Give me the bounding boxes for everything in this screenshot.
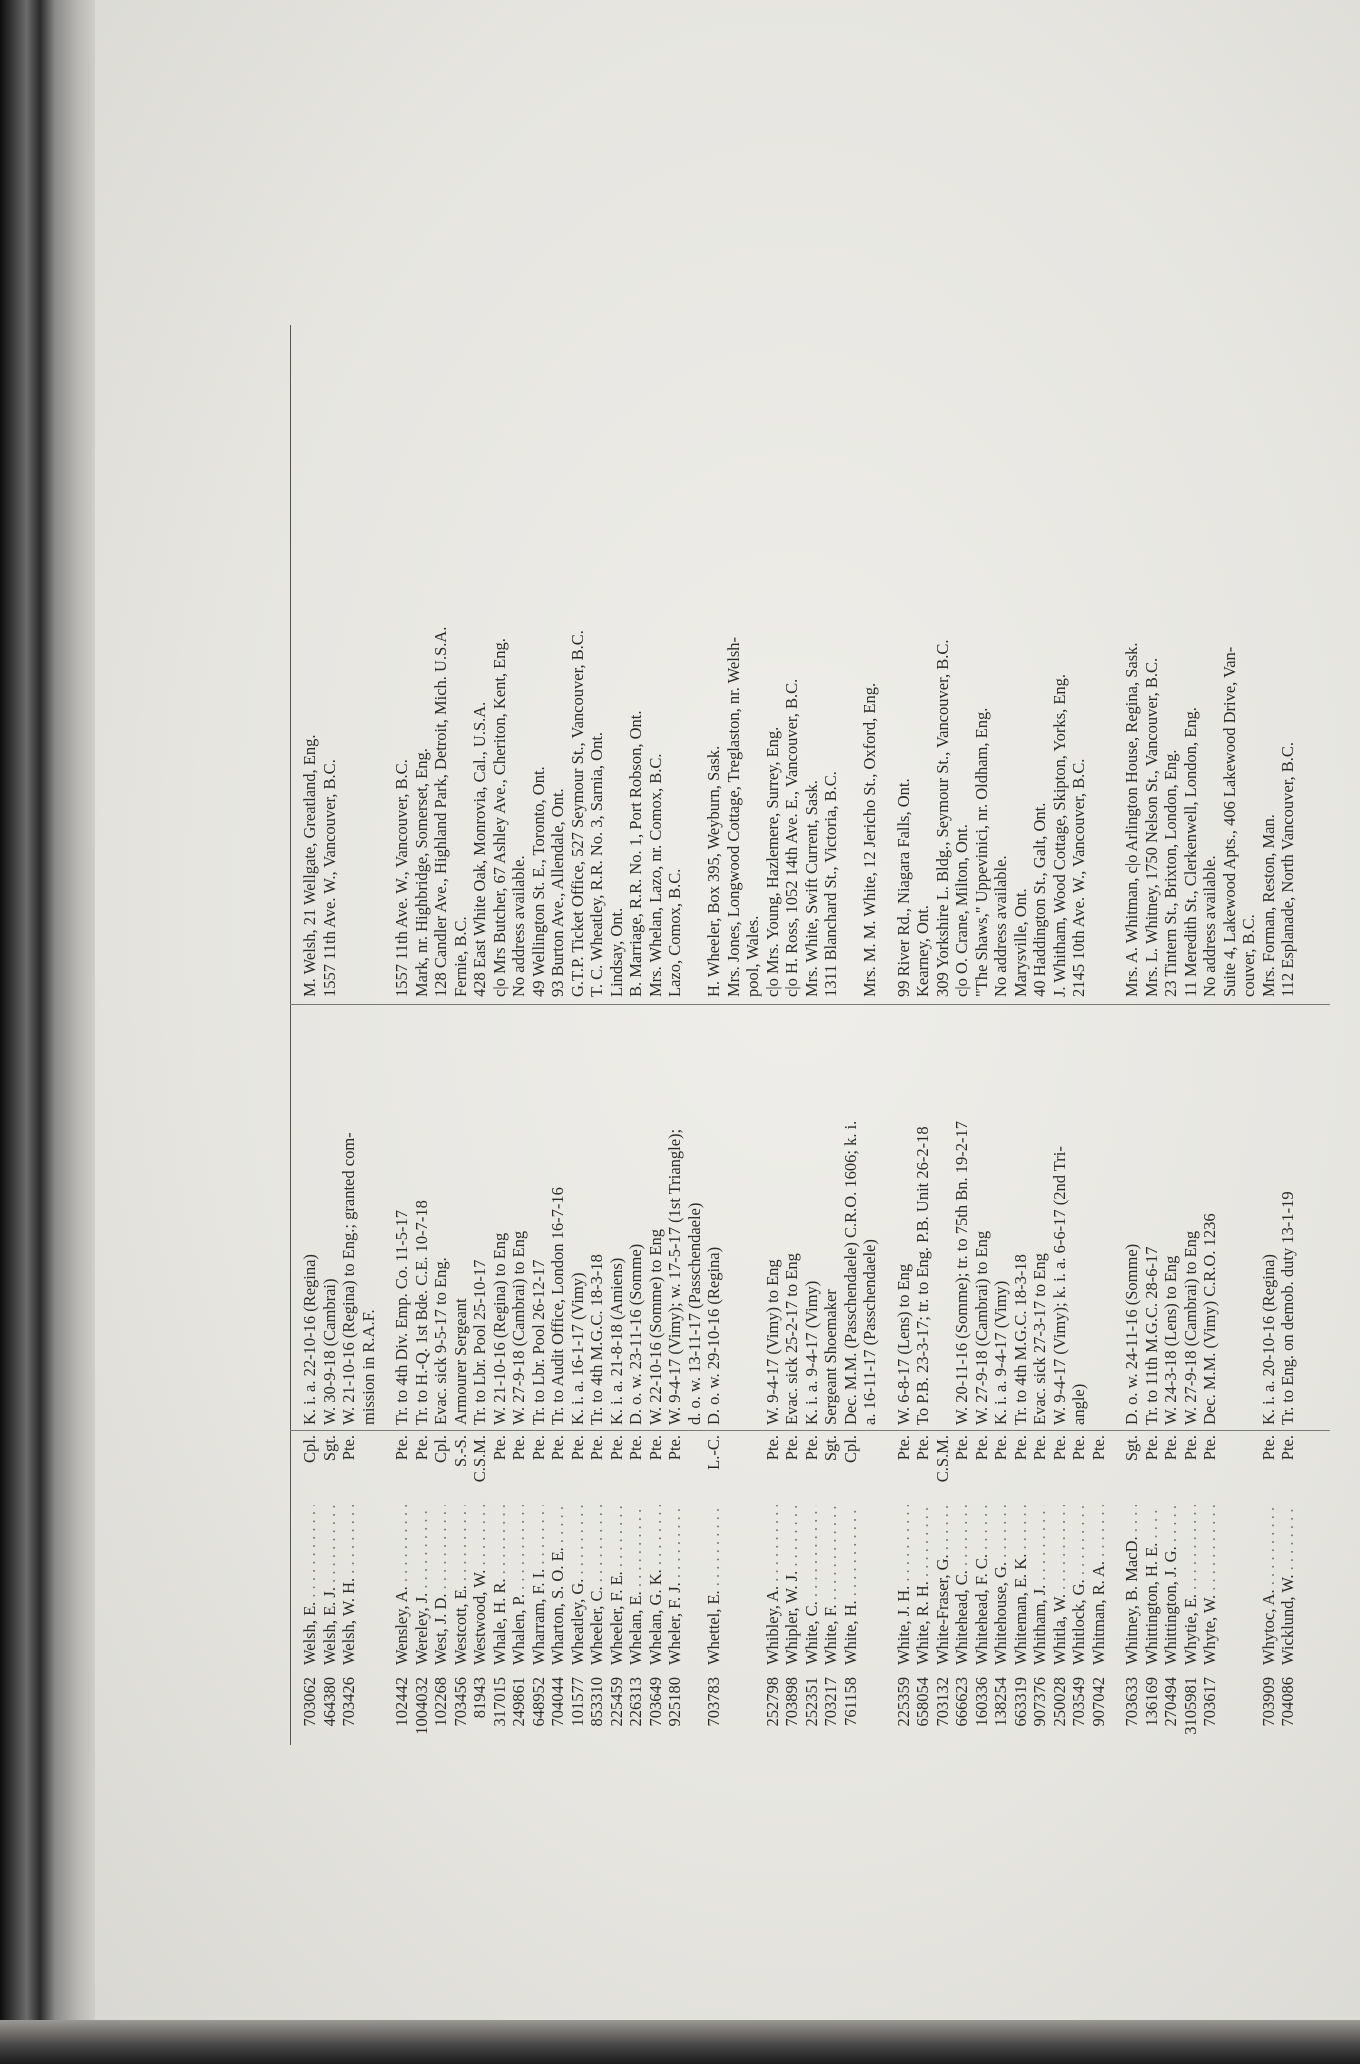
rank: Pte. [1049, 1435, 1069, 1461]
next-of-kin-address: couver, B.C. [1239, 914, 1258, 997]
next-of-kin-address: "The Shaws," Uppevinici, nr. Oldham, Eng. [971, 707, 991, 997]
table-row [490, 325, 510, 1745]
next-of-kin-address: Suite 4, Lakewood Apts., 406 Lakewood Drive, Van- [1219, 646, 1239, 997]
roster-rows [300, 325, 1298, 1745]
regimental-number: 703649 [645, 1677, 665, 1727]
casualty-record: W. 6-8-17 (Lens) to Eng [893, 1263, 913, 1425]
table-row [646, 325, 666, 1745]
soldier-name: Wicklund, W. . . . [1278, 1505, 1298, 1665]
casualty-record: W. 9-4-17 (Vimy) to Eng [762, 1259, 782, 1425]
casualty-record: W. 20-11-16 (Somme); tr. to 75th Bn. 19-2-17 [952, 1120, 971, 1425]
soldier-name: Wheeler, C. . . . [587, 1505, 607, 1665]
regimental-number: 666623 [952, 1677, 971, 1727]
row-gap [378, 325, 392, 1745]
table-row [359, 325, 379, 1745]
next-of-kin-address: 1557 11th Ave. W., Vancouver, B.C. [392, 759, 411, 997]
next-of-kin-address: M. Welsh, 21 Wellgate, Greatland, Eng. [300, 734, 319, 997]
next-of-kin-address: 428 East White Oak, Monrovia, Cal., U.S.A. [470, 701, 489, 997]
regimental-number: 252351 [801, 1677, 821, 1727]
rank: Sgt. [1122, 1435, 1141, 1462]
rank: Pte. [509, 1435, 528, 1461]
casualty-record: W. 27-9-18 (Cambrai) to Eng [971, 1230, 991, 1425]
regimental-number: 138254 [991, 1677, 1010, 1727]
soldier-name: Whittington, H. E. . . . [1142, 1505, 1162, 1665]
soldier-name: Wharton, S. O. E. . . . [548, 1505, 568, 1665]
soldier-name: Whitlock, G. . . . [1069, 1505, 1089, 1665]
soldier-name: Welsh, W. H. . . . [339, 1505, 359, 1665]
table-row [587, 325, 607, 1745]
rank: Pte. [1010, 1435, 1030, 1461]
table-row [412, 325, 432, 1745]
regimental-number: 761158 [840, 1677, 860, 1726]
table-row [339, 325, 359, 1745]
table-row [320, 325, 340, 1745]
soldier-name: White, C. . . . [802, 1505, 822, 1665]
table-row [704, 325, 724, 1745]
rank: Pte. [606, 1435, 626, 1461]
regimental-number: 704086 [1278, 1677, 1297, 1727]
rank: Pte. [991, 1435, 1010, 1461]
next-of-kin-address: c|o H. Ross, 1052 14th Ave. E., Vancouver, B.C. [782, 678, 801, 997]
rank: Pte. [1200, 1435, 1219, 1461]
regimental-number: 703909 [1258, 1677, 1278, 1727]
regimental-number: 464380 [319, 1677, 339, 1727]
table-row [1011, 325, 1031, 1745]
regimental-number: 81943 [470, 1677, 489, 1719]
next-of-kin-address: c|o Mrs Butcher, 67 Ashley Ave., Cheriton, Kent, Eng. [489, 638, 509, 997]
casualty-record: W. 30-9-18 (Cambrai) [319, 1278, 339, 1425]
regimental-number: 102268 [431, 1677, 450, 1727]
rank: Pte. [762, 1435, 782, 1461]
regimental-number: 703132 [932, 1677, 952, 1727]
soldier-name: White, H. . . . [841, 1505, 861, 1665]
casualty-record: Tr. to Audit Office, London 16-7-16 [548, 1187, 567, 1425]
next-of-kin-address: Mrs. White, Swift Current, Sask. [801, 780, 821, 997]
next-of-kin-address: Mrs. Forman, Reston, Man. [1258, 814, 1278, 997]
rank: Pte. [626, 1435, 645, 1461]
casualty-record: To P.B. 23-3-17; tr. to Eng. P.B. Unit 26-2-18 [913, 1126, 932, 1425]
next-of-kin-address: T. C. Wheatley, R.R. No. 3, Sarnia, Ont. [587, 731, 606, 997]
table-row [685, 325, 705, 1745]
next-of-kin-address: B. Marriage, R.R. No. 1, Port Robson, Ont. [626, 710, 645, 997]
next-of-kin-address: No address available. [1200, 855, 1219, 997]
next-of-kin-address: Mrs. Whelan, Lazo, nr. Comox, B.C. [645, 753, 665, 997]
casualty-record: angle) [1069, 1383, 1088, 1425]
rank: Pte. [567, 1435, 587, 1461]
rank: Pte. [1030, 1435, 1049, 1461]
soldier-name: White, F. . . . [821, 1505, 841, 1665]
casualty-record: Evac. sick 9-5-17 to Eng. [431, 1257, 450, 1425]
table-row [548, 325, 568, 1745]
next-of-kin-address: Mrs. M. M. White, 12 Jericho St., Oxford, Eng. [860, 682, 879, 997]
casualty-record: K. i. a. 16-1-17 (Vimy) [567, 1272, 587, 1425]
regimental-number: 1004032 [411, 1677, 431, 1735]
casualty-record: D. o. w. 29-10-16 (Regina) [704, 1246, 723, 1425]
soldier-name: Whittington, J. G. . . . [1161, 1505, 1181, 1665]
rank: Pte. [645, 1435, 665, 1461]
casualty-record: Tr. to 4th M.G.C. 18-3-18 [1010, 1254, 1030, 1425]
table-row [724, 325, 744, 1745]
next-of-kin-address: 11 Meredith St., Clerkenwell, London, Eng. [1180, 707, 1200, 997]
casualty-record: D. o. w. 23-11-16 (Somme) [626, 1243, 645, 1425]
regimental-number: 703426 [339, 1677, 358, 1727]
casualty-record: Tr. to 4th Div. Emp. Co. 11-5-17 [392, 1210, 411, 1425]
next-of-kin-address: Mark, nr. Highbridge, Somerset, Eng. [411, 748, 431, 997]
next-of-kin-address: 93 Burton Ave., Allendale, Ont. [548, 788, 567, 997]
regimental-number: 704044 [548, 1677, 567, 1727]
regimental-number: 703898 [782, 1677, 801, 1727]
table-row [802, 325, 822, 1745]
table-row [991, 325, 1011, 1745]
casualty-record: K. i. a. 21-8-18 (Amiens) [606, 1257, 626, 1425]
rank: Pte. [952, 1435, 971, 1461]
table-row [821, 325, 841, 1745]
soldier-name: Whytie, E. . . . [1181, 1505, 1201, 1665]
regimental-number: 160336 [971, 1677, 991, 1727]
casualty-record: W. 22-10-16 (Somme) to Eng [645, 1229, 665, 1425]
next-of-kin-address: Marysville, Ont. [1010, 888, 1030, 997]
rank: Cpl. [840, 1435, 860, 1463]
casualty-record: Dec. M.M. (Vimy) C.R.O. 1236 [1200, 1213, 1219, 1425]
casualty-record: W. 27-9-18 (Cambrai) to Eng [1180, 1230, 1200, 1425]
regimental-number: 101577 [567, 1677, 587, 1727]
casualty-record: K. i. a. 20-10-16 (Regina) [1258, 1254, 1278, 1425]
next-of-kin-address: 23 Tintern St., Brixton, London, Eng. [1161, 749, 1180, 997]
next-of-kin-address: c|o Mrs. Young, Hazlemere, Surrey, Eng. [762, 726, 782, 997]
casualty-record: Tr. to H.-Q. 1st Bde. C.E. 10-7-18 [411, 1200, 431, 1425]
next-of-kin-address: 309 Yorkshire L. Bldg., Seymour St., Vancouver, B.C. [932, 639, 952, 997]
roster-page [95, 0, 1360, 2022]
casualty-record: D. o. w. 24-11-16 (Somme) [1122, 1243, 1141, 1425]
rank: Pte. [1161, 1435, 1180, 1461]
rank: Sgt. [319, 1435, 339, 1462]
rank: Pte. [528, 1435, 548, 1461]
rank: Pte. [913, 1435, 932, 1461]
next-of-kin-address: Mrs. L. Whitney, 1750 Nelson St., Vancouver, B.C. [1141, 657, 1161, 997]
rank: Cpl. [300, 1435, 319, 1463]
scan-binding-edge [0, 0, 95, 2064]
next-of-kin-address: 99 River Rd., Niagara Falls, Ont. [893, 778, 913, 997]
table-row [1122, 325, 1142, 1745]
casualty-record: Tr. to 11th M.G.C. 28-6-17 [1141, 1246, 1161, 1425]
soldier-name: Westcott, E. . . . [451, 1505, 471, 1665]
soldier-name: Westwood, W. . . . [470, 1505, 490, 1665]
table-row [626, 325, 646, 1745]
table-row [300, 325, 320, 1745]
rank: Pte. [1180, 1435, 1200, 1461]
regimental-number: 907042 [1088, 1677, 1108, 1727]
casualty-record: Tr. to 4th M.G.C. 18-3-18 [587, 1254, 606, 1425]
casualty-record: K. i. a. 9-4-17 (Vimy) [801, 1280, 821, 1425]
table-row [1239, 325, 1259, 1745]
casualty-record: W. 21-10-16 (Regina) to Eng.; granted com- [339, 1132, 358, 1425]
soldier-name: Whale, H. R. . . . [490, 1505, 510, 1665]
table-row [913, 325, 933, 1745]
rank: Pte. [801, 1435, 821, 1461]
rank: C.S.M. [932, 1435, 952, 1483]
table-row [529, 325, 549, 1745]
casualty-record: K. i. a. 22-10-16 (Regina) [300, 1254, 319, 1425]
soldier-name: Whibley, A. . . . [763, 1505, 783, 1665]
regimental-number: 225459 [606, 1677, 626, 1727]
casualty-record: Dec. M.M. (Passchendaele) C.R.O. 1606; k. i. [840, 1120, 860, 1425]
rank: Pte. [1258, 1435, 1278, 1461]
soldier-name: Wharram, F. I. . . . [529, 1505, 549, 1665]
casualty-record: Tr. to Lbr. Pool 25-10-17 [470, 1259, 489, 1425]
soldier-name: Whytoc, A. . . . [1259, 1505, 1279, 1665]
rank: Pte. [1278, 1435, 1297, 1461]
scan-bottom-edge [0, 2020, 1360, 2064]
rank: Pte. [1088, 1435, 1108, 1461]
casualty-record: a. 16-11-17 (Passchendaele) [860, 1239, 879, 1425]
next-of-kin-address: 1557 11th Ave. W., Vancouver, B.C. [319, 759, 339, 997]
regimental-number: 663319 [1010, 1677, 1030, 1727]
next-of-kin-address: 2145 10th Ave. W., Vancouver, B.C. [1069, 758, 1088, 997]
next-of-kin-address: Mrs. A. Whitman, c|o Arlington House, Regina, Sask. [1122, 642, 1141, 997]
regimental-number: 225359 [893, 1677, 913, 1727]
regimental-number: 703456 [450, 1677, 470, 1727]
next-of-kin-address: J. Whitham, Wood Cottage, Skipton, Yorks, Eng. [1049, 673, 1069, 997]
table-row [1278, 325, 1298, 1745]
table-row [841, 325, 861, 1745]
table-row [1089, 325, 1109, 1745]
soldier-name: Whitman, R. A. . . . [1089, 1505, 1109, 1665]
next-of-kin-address: c|o O. Crane, Milton, Ont. [952, 824, 971, 997]
next-of-kin-address: No address available. [509, 855, 528, 997]
next-of-kin-address: No address available. [991, 855, 1010, 997]
table-row [894, 325, 914, 1745]
regimental-number: 703783 [704, 1677, 723, 1727]
table-row [1050, 325, 1070, 1745]
table-row [763, 325, 783, 1745]
table-row [1200, 325, 1220, 1745]
soldier-name: Whitney, B. MacD. . . . [1122, 1505, 1142, 1665]
row-gap [1108, 325, 1122, 1745]
casualty-record: Sergeant Shoemaker [821, 1289, 840, 1425]
table-row [470, 325, 490, 1745]
soldier-name: Wereley, J. . . . [412, 1505, 432, 1665]
header-rule [290, 325, 291, 1745]
soldier-name: West, J. D. . . . [431, 1505, 451, 1665]
regimental-number: 907376 [1030, 1677, 1049, 1727]
rank: Pte. [971, 1435, 991, 1461]
casualty-record: Evac. sick 27-3-17 to Eng [1030, 1253, 1049, 1425]
roster-table [290, 325, 1330, 1745]
casualty-record: W. 27-9-18 (Cambrai) to Eng [509, 1230, 528, 1425]
next-of-kin-address: H. Wheeler, Box 395, Weyburn, Sask. [704, 745, 723, 997]
casualty-record: mission in R.A.F. [358, 1309, 378, 1425]
next-of-kin-address: Kearney, Ont. [913, 905, 932, 997]
casualty-record: W. 9-4-17 (Vimy); k. i. a. 6-6-17 (2nd Tri- [1049, 1146, 1069, 1425]
rank: Cpl. [431, 1435, 450, 1463]
regimental-number: 250028 [1049, 1677, 1069, 1727]
rank: Pte. [548, 1435, 567, 1461]
soldier-name: Whalen, P. . . . [509, 1505, 529, 1665]
soldier-name: Whitham, J. . . . [1030, 1505, 1050, 1665]
next-of-kin-address: Lindsay, Ont. [606, 907, 626, 997]
table-row [509, 325, 529, 1745]
soldier-name: White, R. H. . . . [913, 1505, 933, 1665]
table-row [607, 325, 627, 1745]
soldier-name: Whiteman, E. K. . . . [1011, 1505, 1031, 1665]
table-row [782, 325, 802, 1745]
regimental-number: 853310 [587, 1677, 606, 1727]
soldier-name: White, J. H. . . . [894, 1505, 914, 1665]
soldier-name: Wheler, F. J. . . . [665, 1505, 685, 1665]
table-row [952, 325, 972, 1745]
regimental-number: 136169 [1141, 1677, 1161, 1727]
next-of-kin-address: pool, Wales. [743, 915, 762, 997]
table-row [972, 325, 992, 1745]
table-row [860, 325, 880, 1745]
rank: Pte. [893, 1435, 913, 1461]
next-of-kin-address: 128 Candler Ave., Highland Park, Detroit, Mich. U.S.A. [431, 626, 450, 997]
soldier-name: Whitehead, C. . . . [952, 1505, 972, 1665]
casualty-record: W. 9-4-17 (Vimy); w. 17-5-17 (1st Triangle); [665, 1128, 684, 1425]
regimental-number: 3105981 [1180, 1677, 1200, 1735]
rank: Pte. [587, 1435, 606, 1461]
regimental-number: 703633 [1122, 1677, 1141, 1727]
soldier-name: Wheatley, G. . . . [568, 1505, 588, 1665]
rank: C.S.M. [470, 1435, 489, 1483]
table-row [1259, 325, 1279, 1745]
next-of-kin-address: Fernie, B.C. [450, 916, 470, 997]
soldier-name: Whelan, E. . . . [626, 1505, 646, 1665]
table-row [1030, 325, 1050, 1745]
rank: Pte. [782, 1435, 801, 1461]
regimental-number: 703062 [300, 1677, 319, 1727]
soldier-name: White-Fraser, G. . . . [933, 1505, 953, 1665]
soldier-name: Whettel, E. . . . [704, 1505, 724, 1665]
soldier-name: Whitehouse, G. . . . [991, 1505, 1011, 1665]
next-of-kin-address: Lazo, Comox, B.C. [665, 868, 684, 997]
rank: Pte. [1069, 1435, 1088, 1461]
table-row [568, 325, 588, 1745]
casualty-record: d. o. w. 13-11-17 (Passchendaele) [684, 1202, 704, 1425]
casualty-record: Tr. to Lbr. Pool 26-12-17 [528, 1259, 548, 1425]
table-row [1220, 325, 1240, 1745]
soldier-name: Whipler, W. J. . . . [782, 1505, 802, 1665]
row-gap [880, 325, 894, 1745]
soldier-name: Welsh, E. J. . . . [320, 1505, 340, 1665]
table-row [1161, 325, 1181, 1745]
next-of-kin-address: 49 Wellington St. E., Toronto, Ont. [528, 766, 548, 997]
next-of-kin-address: 1311 Blanchard St., Victoria, B.C. [821, 771, 840, 997]
rank: L.-C. [704, 1435, 723, 1470]
next-of-kin-address: G.T.P. Ticket Office, 527 Seymour St., Vancouver, B.C. [567, 630, 587, 997]
soldier-name: Whelan, G. K. . . . [646, 1505, 666, 1665]
regimental-number: 703617 [1200, 1677, 1219, 1727]
rank: Pte. [665, 1435, 684, 1461]
regimental-number: 703217 [821, 1677, 840, 1727]
table-row [1181, 325, 1201, 1745]
table-row [392, 325, 412, 1745]
casualty-record: W. 21-10-16 (Regina) to Eng [489, 1232, 509, 1425]
casualty-record: Evac. sick 25-2-17 to Eng [782, 1253, 801, 1425]
soldier-name: Wheeler, F. E. . . . [607, 1505, 627, 1665]
soldier-name: Whyte, W. . . . [1200, 1505, 1220, 1665]
rank: Pte. [392, 1435, 411, 1461]
rank: S.-S. [450, 1435, 470, 1468]
casualty-record: K. i. a. 9-4-17 (Vimy) [991, 1280, 1010, 1425]
regimental-number: 703549 [1069, 1677, 1088, 1727]
regimental-number: 252798 [762, 1677, 782, 1727]
regimental-number: 648952 [528, 1677, 548, 1727]
soldier-name: Whitla, W. . . . [1050, 1505, 1070, 1665]
regimental-number: 249861 [509, 1677, 528, 1727]
table-row [1069, 325, 1089, 1745]
regimental-number: 270494 [1161, 1677, 1180, 1727]
next-of-kin-address: 112 Esplanade, North Vancouver, B.C. [1278, 741, 1297, 997]
rank: Pte. [339, 1435, 358, 1461]
regimental-number: 317015 [489, 1677, 509, 1727]
next-of-kin-address: 40 Haddington St., Galt, Ont. [1030, 802, 1049, 997]
rank: Pte. [411, 1435, 431, 1461]
soldier-name: Wensley, A. . . . [392, 1505, 412, 1665]
regimental-number: 925180 [665, 1677, 684, 1727]
next-of-kin-address: Mrs. Jones, Longwood Cottage, Treglaston, nr. Welsh- [723, 637, 743, 997]
table-row [431, 325, 451, 1745]
soldier-name: Welsh, E. . . . [300, 1505, 320, 1665]
table-row [1142, 325, 1162, 1745]
casualty-record: Tr. to Eng. on demob. duty 13-1-19 [1278, 1191, 1297, 1425]
rank: Pte. [1141, 1435, 1161, 1461]
soldier-name: Whitehead, F. C. . . . [972, 1505, 992, 1665]
regimental-number: 658054 [913, 1677, 932, 1727]
regimental-number: 226313 [626, 1677, 645, 1727]
rank: Pte. [489, 1435, 509, 1461]
table-row [665, 325, 685, 1745]
casualty-record: Armourer Sergeant [450, 1298, 470, 1425]
regimental-number: 102442 [392, 1677, 411, 1727]
rank: Sgt. [821, 1435, 840, 1462]
table-row [743, 325, 763, 1745]
table-row [933, 325, 953, 1745]
casualty-record: W. 24-3-18 (Lens) to Eng [1161, 1255, 1180, 1425]
table-row [451, 325, 471, 1745]
